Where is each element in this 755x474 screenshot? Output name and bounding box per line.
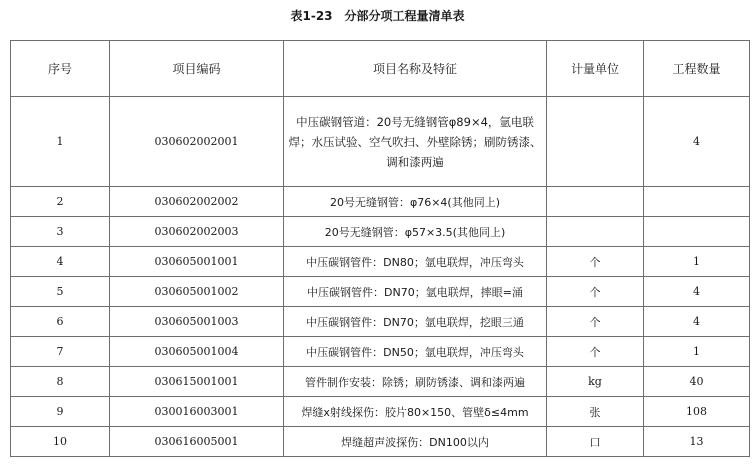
cell-qty: 4 — [644, 97, 750, 187]
table-row — [11, 337, 750, 367]
cell-unit: 个 — [547, 247, 644, 277]
cell-code: 030605001004 — [110, 337, 284, 367]
cell-qty: 108 — [644, 397, 750, 427]
cell-unit: 张 — [547, 397, 644, 427]
cell-name: 焊缝x射线探伤：胶片80×150、管壁δ≤4mm — [284, 397, 547, 427]
cell-unit: 个 — [547, 337, 644, 367]
cell-unit: 个 — [547, 307, 644, 337]
cell-seq: 5 — [11, 277, 110, 307]
cell-code: 030605001003 — [110, 307, 284, 337]
cell-code: 030602002002 — [110, 187, 284, 217]
cell-code: 030602002003 — [110, 217, 284, 247]
header-code: 项目编码 — [110, 41, 284, 97]
table-row — [11, 397, 750, 427]
cell-seq: 6 — [11, 307, 110, 337]
cell-name: 焊缝超声波探伤：DN100以内 — [284, 427, 547, 457]
cell-qty: 13 — [644, 427, 750, 457]
table-row — [11, 217, 750, 247]
table-row — [11, 247, 750, 277]
cell-name: 中压碳钢管件：DN70；氩电联焊，摔眼=涌 — [284, 277, 547, 307]
cell-seq: 3 — [11, 217, 110, 247]
cell-seq: 10 — [11, 427, 110, 457]
table-row — [11, 277, 750, 307]
table-row — [11, 187, 750, 217]
cell-unit — [547, 97, 644, 187]
bill-of-quantities-table — [10, 40, 750, 457]
cell-seq: 8 — [11, 367, 110, 397]
cell-name: 管件制作安装：除锈；刷防锈漆、调和漆两遍 — [284, 367, 547, 397]
cell-code: 030616005001 — [110, 427, 284, 457]
cell-name: 20号无缝钢管：φ57×3.5(其他同上) — [284, 217, 547, 247]
cell-name: 中压碳钢管道：20号无缝钢管φ89×4，氩电联焊；水压试验、空气吹扫、外壁除锈；刷防锈漆、调和漆两遍 — [284, 97, 547, 187]
cell-name: 20号无缝钢管：φ76×4(其他同上) — [284, 187, 547, 217]
cell-code: 030602002001 — [110, 97, 284, 187]
cell-name: 中压碳钢管件：DN50；氩电联焊，冲压弯头 — [284, 337, 547, 367]
header-seq: 序号 — [11, 41, 110, 97]
cell-seq: 9 — [11, 397, 110, 427]
cell-qty: 40 — [644, 367, 750, 397]
header-unit: 计量单位 — [547, 41, 644, 97]
cell-qty: 4 — [644, 307, 750, 337]
cell-seq: 2 — [11, 187, 110, 217]
header-qty: 工程数量 — [644, 41, 750, 97]
cell-unit: 口 — [547, 427, 644, 457]
cell-unit: kg — [547, 367, 644, 397]
table-row — [11, 427, 750, 457]
cell-code: 030605001002 — [110, 277, 284, 307]
cell-unit: 个 — [547, 277, 644, 307]
cell-seq: 7 — [11, 337, 110, 367]
cell-seq: 1 — [11, 97, 110, 187]
table-row — [11, 307, 750, 337]
cell-qty — [644, 187, 750, 217]
cell-unit — [547, 217, 644, 247]
cell-code: 030016003001 — [110, 397, 284, 427]
cell-code: 030615001001 — [110, 367, 284, 397]
cell-name: 中压碳钢管件：DN80；氩电联焊，冲压弯头 — [284, 247, 547, 277]
cell-qty — [644, 217, 750, 247]
cell-qty: 4 — [644, 277, 750, 307]
cell-name: 中压碳钢管件：DN70；氩电联焊，挖眼三通 — [284, 307, 547, 337]
header-name: 项目名称及特征 — [284, 41, 547, 97]
cell-seq: 4 — [11, 247, 110, 277]
cell-unit — [547, 187, 644, 217]
table-caption: 表1-23 分部分项工程量清单表 — [290, 9, 465, 23]
table-row — [11, 367, 750, 397]
table-row — [11, 97, 750, 187]
cell-qty: 1 — [644, 337, 750, 367]
cell-qty: 1 — [644, 247, 750, 277]
table-header-row — [11, 41, 750, 97]
cell-code: 030605001001 — [110, 247, 284, 277]
